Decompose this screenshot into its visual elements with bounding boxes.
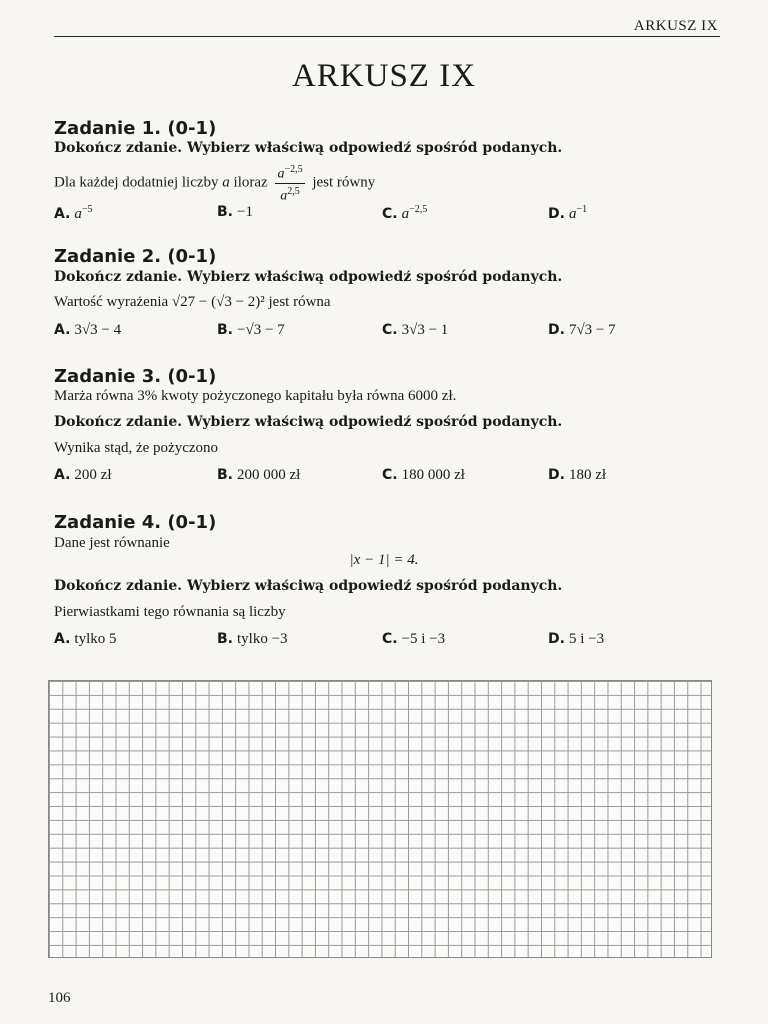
task-1-fraction-denominator: $a^{2,5}$ [280,185,300,204]
task-3-statement: Marża równa 3% kwoty pożyczonego kapitału była równa 6000 zł. [54,388,457,404]
task-4-answer-d[interactable] [548,631,604,648]
answer-letter: A. [54,322,71,338]
task-2-answer-c[interactable] [382,322,448,339]
task-2-answers [54,322,694,342]
task-1-answer-a[interactable] [54,204,93,223]
task-2-answer-d[interactable] [548,322,616,339]
task-1-answer-c[interactable] [382,204,427,223]
answer-letter: B. [217,467,233,483]
task-4-instruction: Dokończ zdanie. Wybierz właściwą odpowiedź spośród podanych. [54,578,563,594]
answer-letter: C. [382,631,398,647]
task-4-answer-c[interactable] [382,631,445,648]
answer-value: $a^{-1}$ [568,204,588,222]
task-3-answer-c[interactable] [382,467,465,484]
answer-value: 200 000 zł [237,467,301,483]
answer-value: −√3 − 7 [237,322,285,338]
task-1-prompt-before: Dla każdej dodatniej liczby [54,174,219,191]
task-2-instruction: Dokończ zdanie. Wybierz właściwą odpowiedź spośród podanych. [54,269,563,285]
answer-letter: A. [54,206,71,222]
answer-value: tylko −3 [237,631,288,647]
task-3-prompt: Wynika stąd, że pożyczono [54,440,219,456]
answer-value: −5 i −3 [401,631,446,647]
task-3-answer-a[interactable] [54,467,112,484]
task-4-equation: |x − 1| = 4. [349,552,419,568]
task-1-fraction-numerator: $a^{-2,5}$ [277,164,303,182]
task-3-answer-b[interactable] [217,467,300,484]
running-header: ARKUSZ IX [633,18,718,34]
answer-letter: D. [548,322,565,338]
task-1-prompt-mid: iloraz [233,174,268,191]
answer-letter: A. [54,631,71,647]
task-4-answer-a[interactable] [54,631,117,648]
task-2-prompt: Wartość wyrażenia √27 − (√3 − 2)² jest równa [54,294,331,310]
task-4-answers [54,631,694,651]
task-4-answer-b[interactable] [217,631,288,648]
answer-letter: C. [382,322,398,338]
answer-letter: A. [54,467,71,483]
answer-value: 180 000 zł [401,467,465,483]
task-2-answer-b[interactable] [217,322,285,339]
task-4-title: Zadanie 4. (0-1) [54,512,217,533]
answer-letter: D. [548,631,565,647]
task-4-statement: Dane jest równanie [54,535,170,551]
answer-value: 3√3 − 1 [401,322,449,338]
page-number: 106 [48,990,71,1006]
answer-value: $a^{-5}$ [74,204,93,222]
task-4-prompt: Pierwiastkami tego równania są liczby [54,604,286,620]
answer-letter: C. [382,206,398,222]
task-2-title: Zadanie 2. (0-1) [54,246,217,267]
answer-value: 3√3 − 4 [74,322,122,338]
answer-value: 7√3 − 7 [568,322,616,338]
task-1-prompt-after: jest równy [312,174,376,191]
answer-value: 180 zł [568,467,607,483]
task-1-instruction: Dokończ zdanie. Wybierz właściwą odpowiedź spośród podanych. [54,140,563,156]
task-1-prompt-var: a [222,174,230,191]
header-rule [54,36,720,37]
task-3-title: Zadanie 3. (0-1) [54,366,217,387]
answer-letter: D. [548,467,565,483]
answer-letter: B. [217,322,233,338]
answer-value: −1 [237,204,253,220]
answer-value: 200 zł [74,467,112,483]
answer-value: $a^{-2,5}$ [401,204,428,222]
task-1-fraction [275,162,304,204]
task-1-answer-b[interactable] [217,204,253,221]
answer-value: 5 i −3 [568,631,605,647]
task-1-answer-d[interactable] [548,204,587,223]
task-3-answer-d[interactable] [548,467,606,484]
task-2-answer-a[interactable] [54,322,121,339]
task-1-title: Zadanie 1. (0-1) [54,118,217,139]
answer-letter: C. [382,467,398,483]
task-3-answers [54,467,694,487]
task-1-answers [54,204,694,224]
answer-letter: B. [217,631,233,647]
scratch-grid[interactable] [48,680,712,958]
answer-value: tylko 5 [74,631,117,647]
answer-letter: B. [217,204,233,220]
task-1-prompt [54,162,375,204]
answer-letter: D. [548,206,565,222]
sheet-title: ARKUSZ IX [291,58,477,94]
task-3-instruction: Dokończ zdanie. Wybierz właściwą odpowiedź spośród podanych. [54,414,563,430]
